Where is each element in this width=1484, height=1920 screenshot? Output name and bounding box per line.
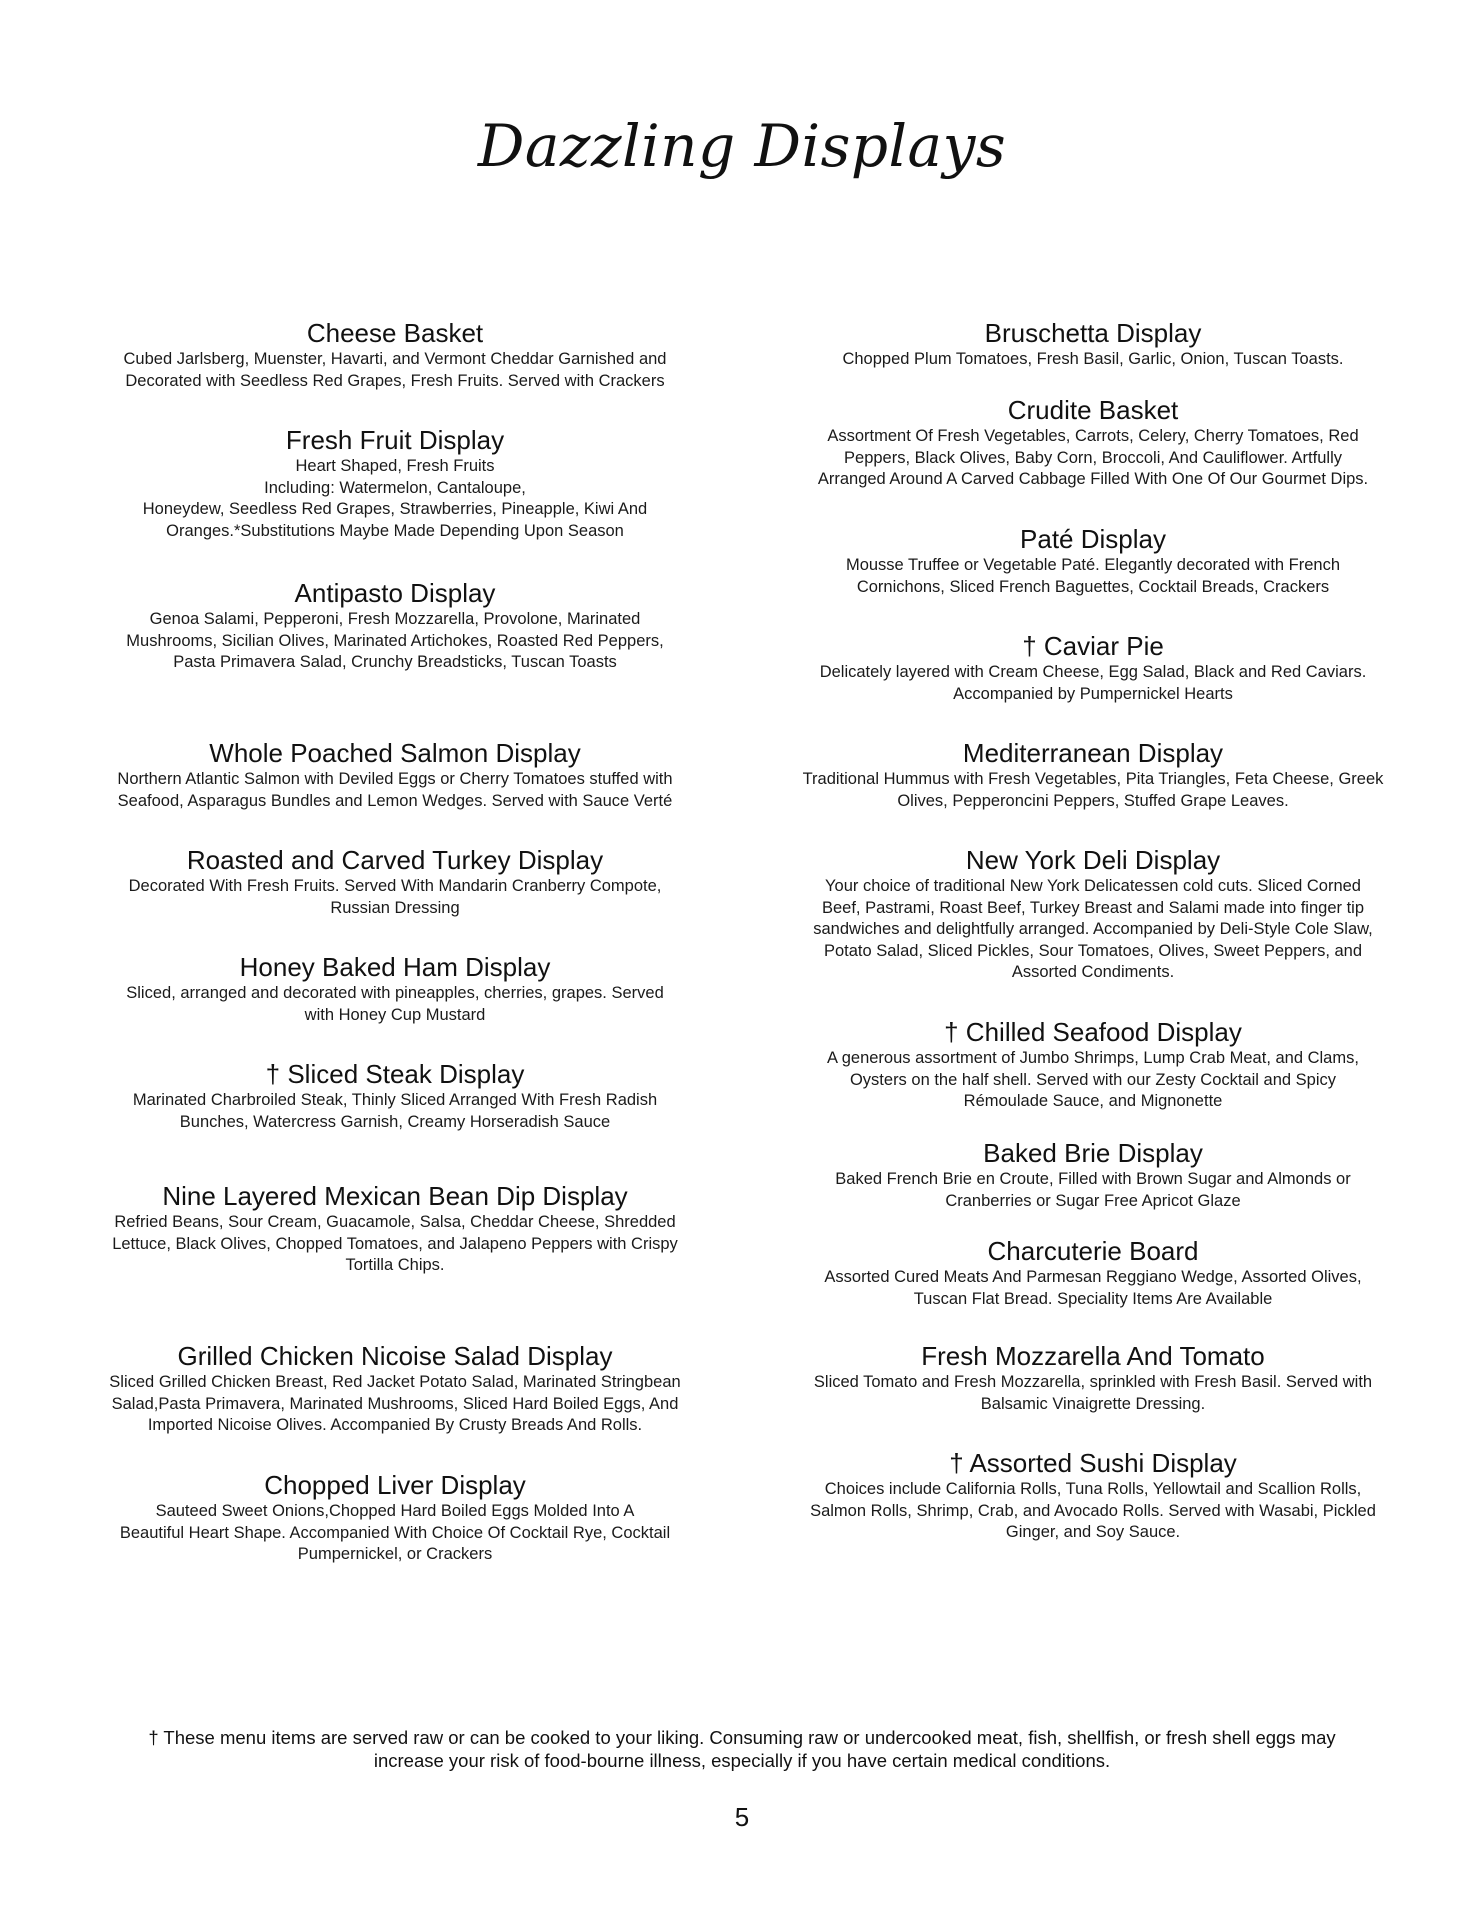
menu-item xyxy=(773,1137,1413,1212)
menu-item-title: Antipasto Display xyxy=(294,578,496,608)
menu-item-title: Whole Poached Salmon Display xyxy=(209,738,581,768)
menu-item-description: Traditional Hummus with Fresh Vegetables, Pita Triangles, Feta Cheese, Greek Olives, Pepperoncini Peppers, Stuffed Grape Leaves. xyxy=(802,770,1384,810)
menu-item-description: Sauteed Sweet Onions,Chopped Hard Boiled Eggs Molded Into A Beautiful Heart Shape. Accompanied With Choice Of Cocktail Rye, Cocktail Pumpernickel, or Crackers xyxy=(119,1502,671,1563)
menu-item xyxy=(773,523,1413,598)
menu-item-title: † Assorted Sushi Display xyxy=(949,1448,1237,1478)
menu-item-title: Crudite Basket xyxy=(1007,395,1179,425)
menu-item-title: Fresh Fruit Display xyxy=(285,425,505,455)
menu-item-title: Honey Baked Ham Display xyxy=(239,952,551,982)
menu-item-title: Cheese Basket xyxy=(306,318,484,348)
menu-item-description: Assorted Cured Meats And Parmesan Reggiano Wedge, Assorted Olives, Tuscan Flat Bread. Speciality Items Are Available xyxy=(824,1268,1362,1308)
menu-item-title: † Chilled Seafood Display xyxy=(944,1017,1242,1047)
page-title: Dazzling Displays xyxy=(477,112,1007,180)
menu-item xyxy=(773,317,1413,371)
menu-item-title: Nine Layered Mexican Bean Dip Display xyxy=(162,1181,628,1211)
menu-item-title: Fresh Mozzarella And Tomato xyxy=(921,1341,1265,1371)
menu-item-title: Paté Display xyxy=(1020,524,1166,554)
menu-item xyxy=(75,317,715,392)
menu-item xyxy=(773,394,1413,491)
menu-item-title: Mediterranean Display xyxy=(962,738,1224,768)
raw-food-disclaimer: † These menu items are served raw or can be cooked to your liking. Consuming raw or undercooked meat, fish, shellfish, or fresh shell eggs may increase your risk of food-bourne illness, especially if you have certain medical conditions. xyxy=(148,1727,1336,1771)
menu-item-description: Northern Atlantic Salmon with Deviled Eggs or Cherry Tomatoes stuffed with Seafood, Asparagus Bundles and Lemon Wedges. Served with Sauce Verté xyxy=(117,770,673,810)
page-number: 5 xyxy=(734,1802,750,1832)
menu-item-title: Bruschetta Display xyxy=(984,318,1202,348)
right-menu-column xyxy=(773,0,1413,1920)
menu-item-title: Roasted and Carved Turkey Display xyxy=(186,845,604,875)
menu-item xyxy=(773,1016,1413,1113)
menu-item-description: Marinated Charbroiled Steak, Thinly Sliced Arranged With Fresh Radish Bunches, Watercress Garnish, Creamy Horseradish Sauce xyxy=(132,1091,658,1131)
menu-item-description: Mousse Truffee or Vegetable Paté. Elegantly decorated with French Cornichons, Sliced French Baguettes, Cocktail Breads, Crackers xyxy=(845,556,1341,596)
menu-item-title: Charcuterie Board xyxy=(987,1236,1199,1266)
menu-item-description: Heart Shaped, Fresh Fruits Including: Watermelon, Cantaloupe, Honeydew, Seedless Red Grapes, Strawberries, Pineapple, Kiwi And Oranges.*Substitutions Maybe Made Depending Upon Season xyxy=(142,457,648,540)
menu-item-title: † Caviar Pie xyxy=(1022,631,1164,661)
menu-item xyxy=(75,1340,715,1437)
menu-item-description: Sliced, arranged and decorated with pineapples, cherries, grapes. Served with Honey Cup Mustard xyxy=(126,984,664,1024)
menu-item xyxy=(773,630,1413,705)
menu-item xyxy=(75,424,715,542)
menu-item-title: Grilled Chicken Nicoise Salad Display xyxy=(177,1341,613,1371)
menu-item xyxy=(75,1058,715,1133)
menu-item-description: A generous assortment of Jumbo Shrimps, Lump Crab Meat, and Clams, Oysters on the half shell. Served with our Zesty Cocktail and Spicy Rémoulade Sauce, and Mignonette xyxy=(827,1049,1359,1110)
menu-item xyxy=(75,1469,715,1566)
left-menu-column xyxy=(75,0,715,1920)
menu-item xyxy=(75,1180,715,1277)
menu-item-title: † Sliced Steak Display xyxy=(265,1059,525,1089)
menu-item xyxy=(773,737,1413,812)
menu-item xyxy=(773,1340,1413,1415)
menu-item-description: Choices include California Rolls, Tuna Rolls, Yellowtail and Scallion Rolls, Salmon Rolls, Shrimp, Crab, and Avocado Rolls. Served with Wasabi, Pickled Ginger, and Soy Sauce. xyxy=(810,1480,1376,1541)
menu-item xyxy=(75,844,715,919)
menu-item-description: Sliced Grilled Chicken Breast, Red Jacket Potato Salad, Marinated Stringbean Salad,Pasta Primavera, Marinated Mushrooms, Sliced Hard Boiled Eggs, And Imported Nicoise Olives. Accompanied By Crusty Breads And Rolls. xyxy=(109,1373,681,1434)
menu-item xyxy=(75,737,715,812)
menu-item-description: Baked French Brie en Croute, Filled with Brown Sugar and Almonds or Cranberries or Sugar Free Apricot Glaze xyxy=(835,1170,1351,1210)
menu-item-description: Sliced Tomato and Fresh Mozzarella, sprinkled with Fresh Basil. Served with Balsamic Vinaigrette Dressing. xyxy=(813,1373,1373,1413)
menu-item-description: Chopped Plum Tomatoes, Fresh Basil, Garlic, Onion, Tuscan Toasts. xyxy=(842,350,1344,368)
menu-item xyxy=(75,951,715,1026)
menu-item xyxy=(773,1235,1413,1310)
menu-item-title: Chopped Liver Display xyxy=(264,1470,526,1500)
menu-item-title: New York Deli Display xyxy=(965,845,1221,875)
menu-item-description: Delicately layered with Cream Cheese, Egg Salad, Black and Red Caviars. Accompanied by Pumpernickel Hearts xyxy=(819,663,1367,703)
menu-item xyxy=(75,577,715,674)
menu-item-title: Baked Brie Display xyxy=(983,1138,1203,1168)
menu-item-description: Assortment Of Fresh Vegetables, Carrots, Celery, Cherry Tomatoes, Red Peppers, Black Olives, Baby Corn, Broccoli, And Cauliflower. Artfully Arranged Around A Carved Cabbage Filled With One Of Our Gourmet Dips. xyxy=(817,427,1369,488)
menu-item xyxy=(773,1447,1413,1544)
menu-item xyxy=(773,844,1413,984)
menu-item-description: Genoa Salami, Pepperoni, Fresh Mozzarella, Provolone, Marinated Mushrooms, Sicilian Olives, Marinated Artichokes, Roasted Red Peppers, Pasta Primavera Salad, Crunchy Breadsticks, Tuscan Toasts xyxy=(126,610,664,671)
menu-item-description: Refried Beans, Sour Cream, Guacamole, Salsa, Cheddar Cheese, Shredded Lettuce, Black Olives, Chopped Tomatoes, and Jalapeno Peppers with Crispy Tortilla Chips. xyxy=(112,1213,678,1274)
menu-item-description: Decorated With Fresh Fruits. Served With Mandarin Cranberry Compote, Russian Dressing xyxy=(128,877,662,917)
menu-item-description: Cubed Jarlsberg, Muenster, Havarti, and Vermont Cheddar Garnished and Decorated with Seedless Red Grapes, Fresh Fruits. Served with Crackers xyxy=(123,350,667,390)
menu-item-description: Your choice of traditional New York Delicatessen cold cuts. Sliced Corned Beef, Pastrami, Roast Beef, Turkey Breast and Salami made into finger tip sandwiches and delightfully arranged. Accompanied by Deli-Style Cole Slaw, Potato Salad, Sliced Pickles, Sour Tomatoes, Olives, Sweet Peppers, and Assorted Condiments. xyxy=(813,877,1373,981)
